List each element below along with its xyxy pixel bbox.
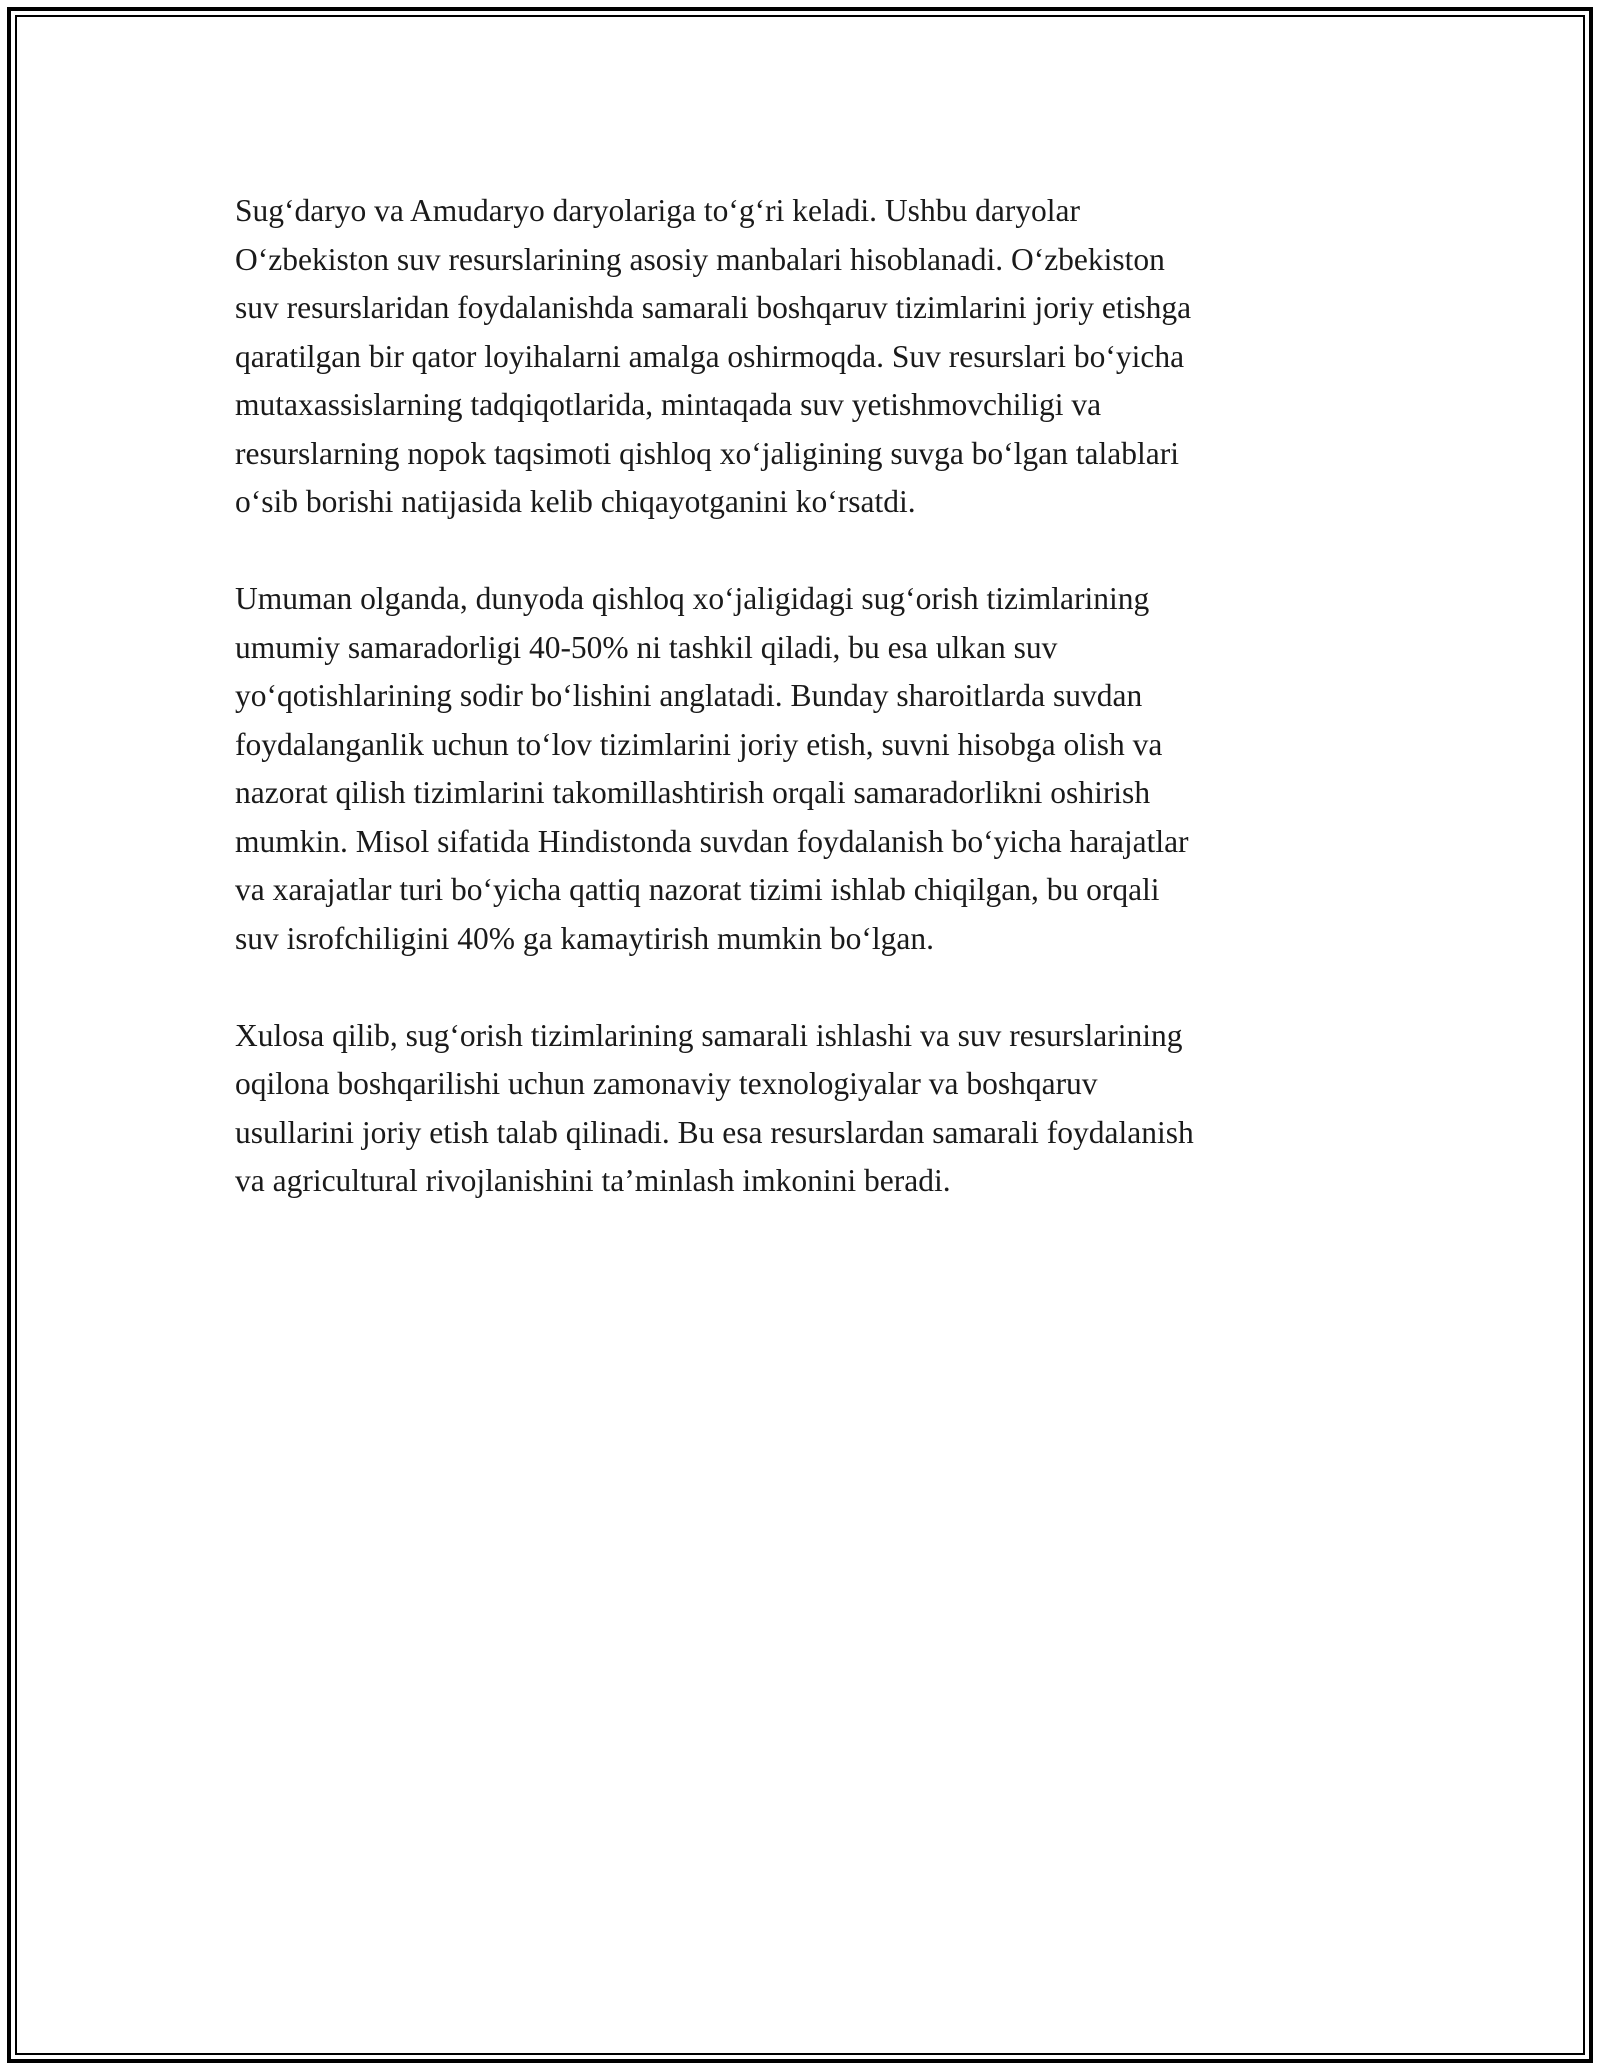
paragraph-2: Umuman olganda, dunyoda qishloq xo‘jaligidagi sug‘orish tizimlarining umumiy samaradorligi 40-50% ni tashkil qiladi, bu esa ulkan suv yo‘qotishlarining sodir bo‘lishini anglatadi. Bunday sharoitlarda suvdan foydalanganlik uchun to‘lov tizimlarini joriy etish, suvni hisobga olish va nazorat qilish tizimlarini takomillashtirish orqali samaradorlikni oshirish mumkin. Misol sifatida Hindistonda suvdan foydalanish bo‘yicha harajatlar va xarajatlar turi bo‘yicha qattiq nazorat tizimi ishlab chiqilgan, bu orqali suv isrofchiligini 40% ga kamaytirish mumkin bo‘lgan. (235, 581, 1189, 956)
paragraph-1: Sug‘daryo va Amudaryo daryolariga to‘g‘ri keladi. Ushbu daryolar O‘zbekiston suv resurslarining asosiy manbalari hisoblanadi. O‘zbekiston suv resurslaridan foydalanishda samarali boshqaruv tizimlarini joriy etishga qaratilgan bir qator loyihalarni amalga oshirmoqda. Suv resurslari bo‘yicha mutaxassislarning tadqiqotlarida, mintaqada suv yetishmovchiligi va resurslarning nopok taqsimoti qishloq xo‘jaligining suvga bo‘lgan talablari o‘sib borishi natijasida kelib chiqayotganini ko‘rsatdi. (235, 193, 1192, 519)
document-body (235, 187, 1365, 1254)
paragraph-3: Xulosa qilib, sug‘orish tizimlarining samarali ishlashi va suv resurslarining oqilona boshqarilishi uchun zamonaviy texnologiyalar va boshqaruv usullarini joriy etish talab qilinadi. Bu esa resurslardan samarali foydalanish va agricultural rivojlanishini ta’minlash imkonini beradi. (235, 1017, 1194, 1198)
